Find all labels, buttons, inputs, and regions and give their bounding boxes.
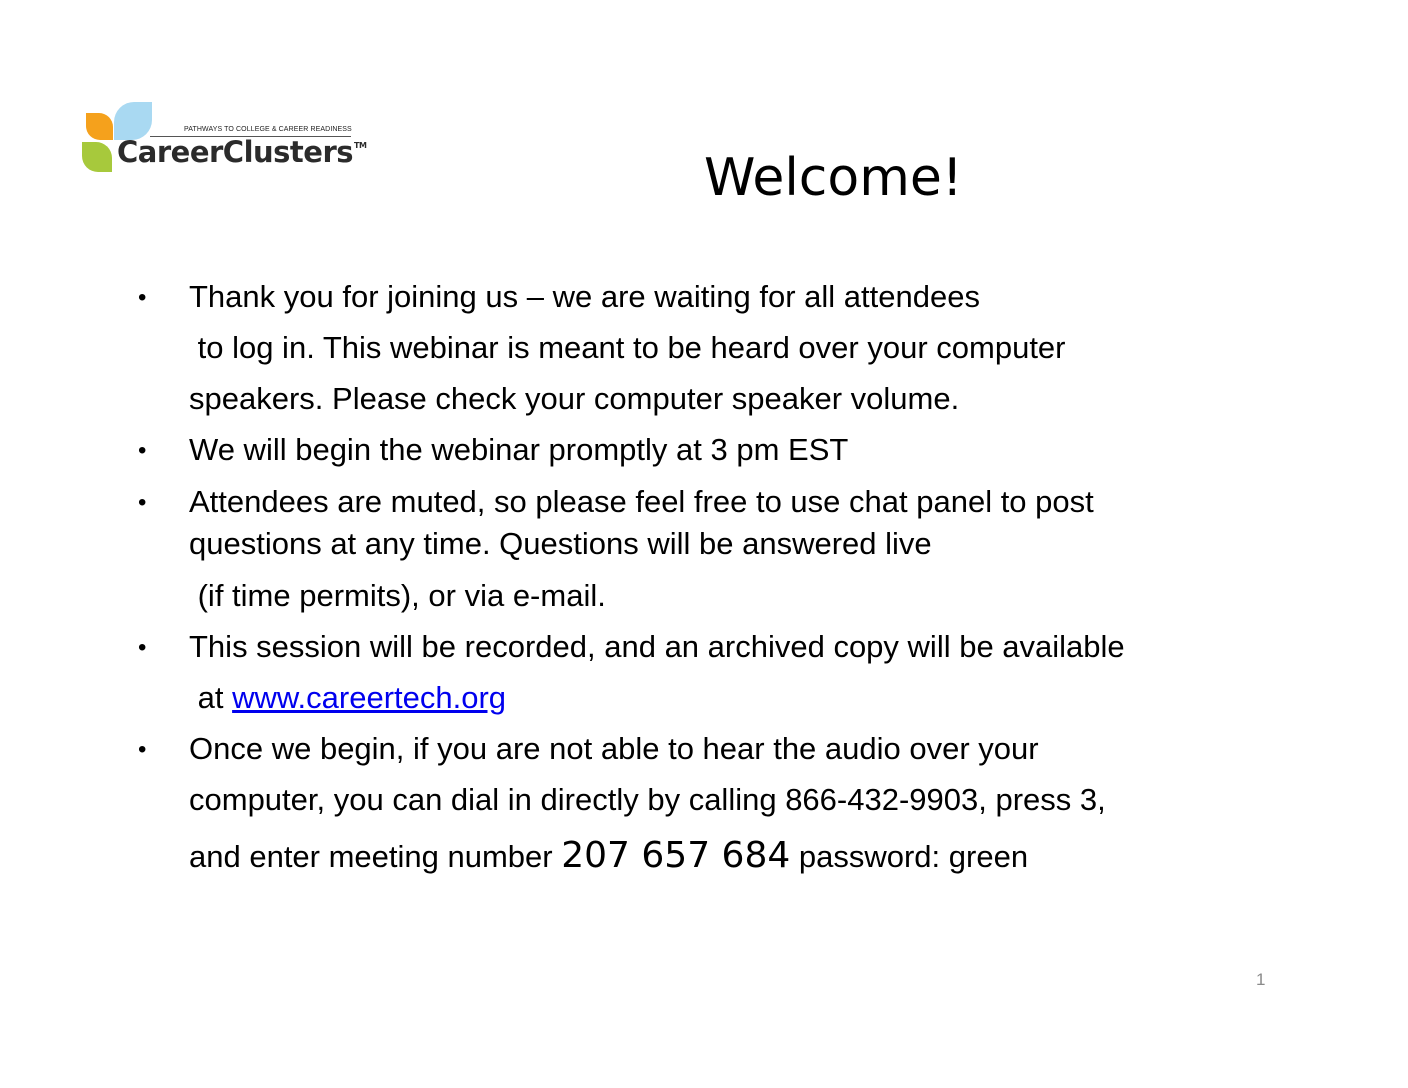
bullet-1-line-2: to log in. This webinar is meant to be heard over your computer	[189, 330, 1066, 365]
bullet-3-line-3: (if time permits), or via e-mail.	[189, 578, 606, 613]
meeting-suffix: password: green	[790, 839, 1029, 874]
bullet-3-line-1: Attendees are muted, so please feel free to use chat panel to post	[189, 484, 1094, 519]
bullet-4-line-1: This session will be recorded, and an archived copy will be available	[189, 629, 1125, 664]
bullet-dot: •	[138, 284, 147, 311]
bullet-dot: •	[138, 489, 147, 516]
bullet-1-line-3: speakers. Please check your computer speaker volume.	[189, 381, 960, 416]
bullet-2-line-1: We will begin the webinar promptly at 3 pm EST	[189, 432, 849, 467]
slide-title: Welcome!	[704, 148, 963, 208]
bullet-5-line-2: computer, you can dial in directly by calling 866-432-9903, press 3,	[189, 782, 1106, 817]
logo-wordmark	[117, 135, 367, 169]
bullet-dot: •	[138, 437, 147, 464]
logo-trademark: TM	[354, 141, 367, 150]
bullet-1-line-1: Thank you for joining us – we are waiting for all attendees	[189, 279, 980, 314]
meeting-prefix: and enter meeting number	[189, 839, 562, 874]
bullet-4-line-2	[189, 682, 506, 713]
logo-tagline: PATHWAYS TO COLLEGE & CAREER READINESS	[184, 126, 352, 133]
careertech-link[interactable]: www.careertech.org	[232, 680, 507, 715]
bullet-3-line-2: questions at any time. Questions will be answered live	[189, 526, 932, 561]
career-clusters-logo	[80, 100, 370, 180]
page-number: 1	[1256, 970, 1266, 989]
bullet-5-line-3	[189, 835, 1029, 876]
bullet-dot: •	[138, 634, 147, 661]
link-prefix: at	[189, 680, 233, 715]
bullet-5-line-1: Once we begin, if you are not able to hear the audio over your	[189, 731, 1039, 766]
logo-leaf-orange-icon	[86, 113, 113, 140]
logo-wordmark-text: CareerClusters	[117, 135, 354, 169]
meeting-number: 207 657 684	[561, 835, 791, 876]
logo-leaf-green-icon	[82, 142, 112, 172]
bullet-dot: •	[138, 736, 147, 763]
